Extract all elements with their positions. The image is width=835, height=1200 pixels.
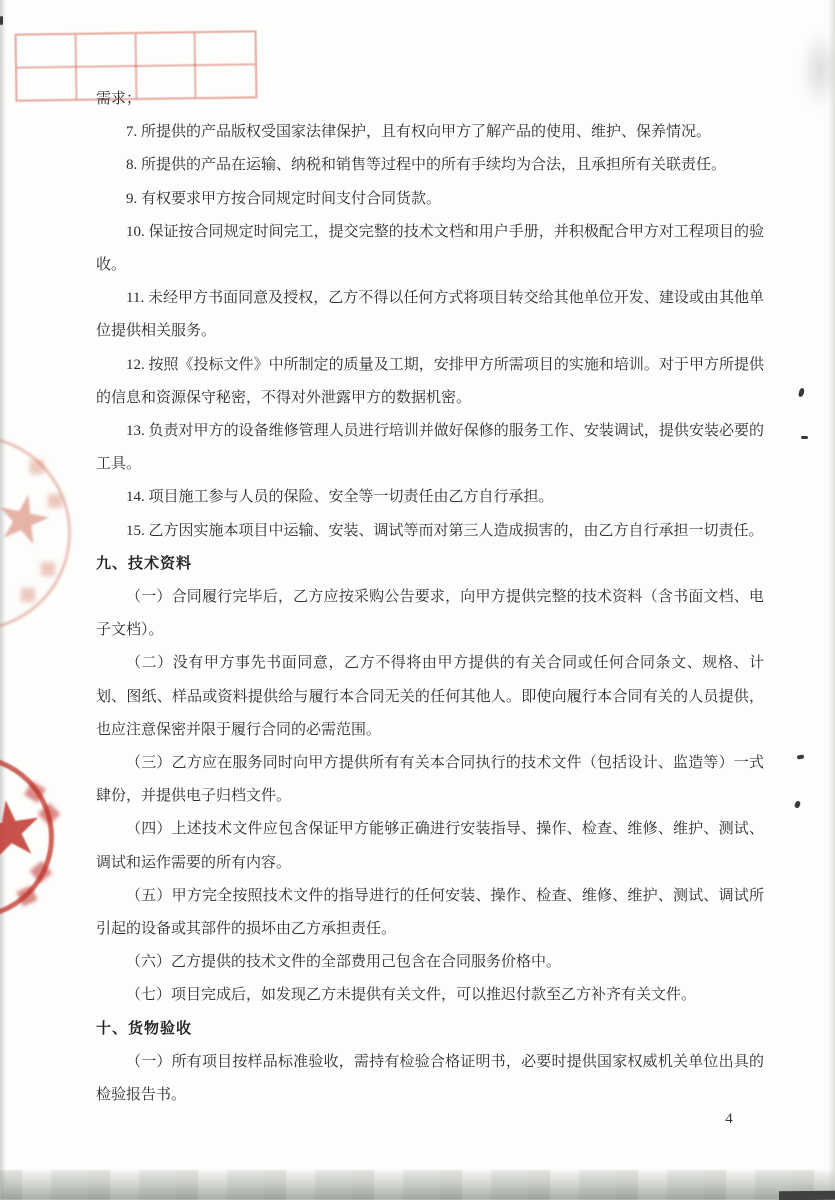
scan-speck [798,388,805,398]
paragraph: 9. 有权要求甲方按合同规定时间支付合同货款。 [126,190,442,207]
paragraph: 12. 按照《投标文件》中所制定的质量及工期，安排甲方所需项目的实施和培训。对于甲方所提供的信息和资源保守秘密，不得对外泄露甲方的数据机密。 [96,356,764,406]
paragraph: （六）乙方提供的技术文件的全部费用己包含在合同服务价格中。 [126,954,562,971]
scan-speck [801,436,808,439]
section-heading: 十、货物验收 [96,1020,193,1037]
red-star-seal-faint [0,435,71,631]
scan-speck [794,800,801,808]
paragraph: 需求； [96,91,142,107]
paragraph: （五）甲方完全按照技术文件的指导进行的任何安装、操作、检查、维修、维护、测试、调试所引起的设备或其部件的损坏由乙方承担责任。 [96,887,764,938]
paragraph: 10. 保证按合同规定时间完工，提交完整的技术文档和用户手册，并积极配合甲方对工程项目的验收。 [96,223,764,274]
seal-character-mark [48,494,62,508]
paragraph: （二）没有甲方事先书面同意，乙方不得将由甲方提供的有关合同或任何合同条文、规格、计划、图纸、样品或资料提供给与履行本合同无关的任何其他人。即使向履行本合同有关的人员提供，也应注意保密并限于履行合同的必需范围。 [96,655,764,738]
seal-character-mark [30,861,53,884]
scan-edge-right [828,0,835,1200]
seal-character-mark [24,781,46,803]
section-heading: 九、技术资料 [96,555,193,572]
paragraph: （三）乙方应在服务同时向甲方提供所有有关本合同执行的技术文件（包括设计、监造等）一式肆份，并提供电子归档文件。 [96,755,764,805]
seal-character-mark [30,460,44,474]
seal-character-mark [38,803,61,826]
paragraph: 15. 乙方因实施本项目中运输、安装、调试等而对第三人造成损害的，由乙方自行承担一切责任。 [126,522,764,539]
star-icon [0,489,54,551]
red-star-seal [0,755,54,919]
paragraph: （一）合同履行完毕后，乙方应按采购公告要求，向甲方提供完整的技术资料（含书面文档、电子文档）。 [96,589,764,639]
paragraph: 8. 所提供的产品在运输、纳税和销售等过程中的所有手续均为合法，且承担所有关联责任。 [126,157,727,174]
scan-speck [0,16,3,25]
paragraph: （一）所有项目按样品标准验收，需持有检验合格证明书，必要时提供国家权威机关单位出具的检验报告书。 [96,1053,764,1104]
seal-character-mark [16,885,37,906]
paragraph: 13. 负责对甲方的设备维修管理人员进行培训并做好保修的服务工作、安装调试，提供安装必要的工具。 [96,423,764,473]
seal-character-mark [41,562,55,576]
page-number: 4 [725,1111,733,1127]
scan-bottom-shadow [0,1170,835,1200]
paragraph: （四）上述技术文件应包含保证甲方能够正确进行安装指导、操作、检查、维修、维护、测试、调试和运作需要的所有内容。 [96,821,764,871]
paragraph: （七）项目完成后，如发现乙方未提供有关文件，可以推迟付款至乙方补齐有关文件。 [126,987,697,1004]
seal-character-mark [21,588,35,602]
scan-speck [797,755,804,760]
paragraph: 7. 所提供的产品版权受国家法律保护，且有权向甲方了解产品的使用、维护、保养情况。 [126,124,712,141]
document-text [96,83,764,1112]
paragraph: 14. 项目施工参与人员的保险、安全等一切责任由乙方自行承担。 [126,489,554,506]
scan-bottom-strip [779,1191,835,1200]
paragraph: 11. 未经甲方书面同意及授权，乙方不得以任何方式将项目转交给其他单位开发、建设或由其他单位提供相关服务。 [96,290,764,340]
star-icon [0,796,45,866]
scan-smudge [800,30,835,110]
